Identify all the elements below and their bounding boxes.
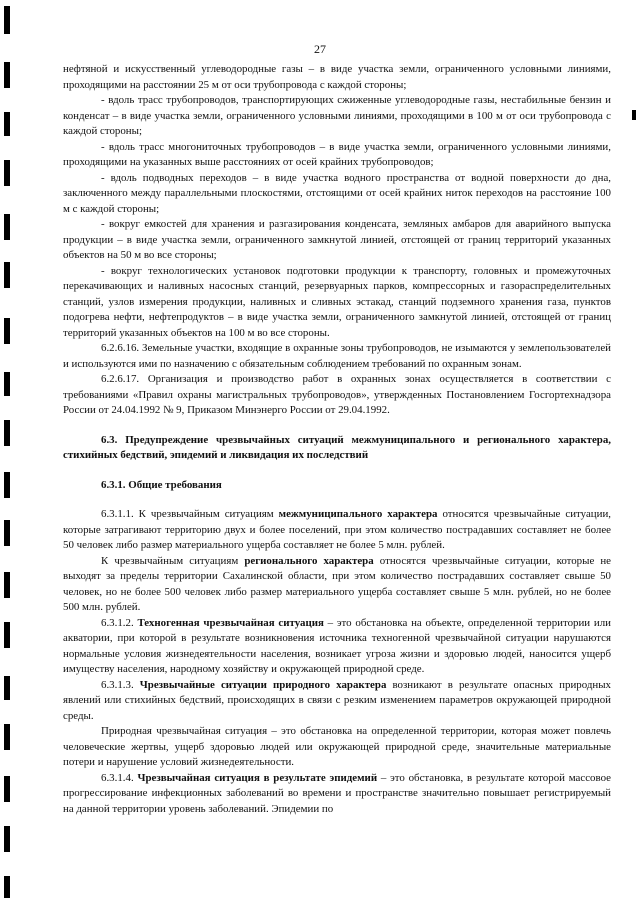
paragraph: 6.3.1.1. К чрезвычайным ситуациям межмуниципального характера относятся чрезвычайные ситуации, которые затрагивают территорию двух и более поселений, при этом количество пострадавших составляет не более 50 человек либо размер материального ущерба составляет не более 5 млн. рублей. — [63, 508, 611, 551]
list-item: - вдоль трасс трубопроводов, транспортирующих сжиженные углеводородные газы, нестабильные бензин и конденсат – в виде участка земли, ограниченного условными линиями, проходящими в 100 м от оси трубопровода с каждой стороны; — [63, 94, 611, 137]
paragraph: 6.2.6.17. Организация и производство работ в охранных зонах осуществляется в соответствии с требованиями «Правил охраны магистральных трубопроводов», утвержденных Постановлением Госгортехнадзора России от 24.04.1992 № 9, Приказом Минэнерго России от 29.04.1992. — [63, 373, 611, 416]
paragraph: 6.3.1.2. Техногенная чрезвычайная ситуация – это обстановка на объекте, определенной территории или акватории, при которой в результате возникновения источника техногенной чрезвычайной ситуации нарушаются нормальные условия жизнедеятельности населения, возникает угроза жизни и здоровью людей, наносится ущерб имуществу населения, народному хозяйству и окружающей природной среде. — [63, 616, 611, 675]
binder-mark-left — [4, 876, 10, 898]
paragraph: К чрезвычайным ситуациям регионального характера относятся чрезвычайные ситуации, которые не выходят за пределы территории Сахалинской области, при этом количество пострадавших составляет свыше 50 человек, но не более 500 человек либо размер материального ущерба составляет свыше 5 млн. рублей, но не более 500 млн. рублей. — [63, 554, 612, 613]
paragraph: Природная чрезвычайная ситуация – это обстановка на определенной территории, которая может повлечь человеческие жертвы, ущерб здоровью людей или окружающей природной среде, значительные материальные потери и нарушение условий жизнедеятельности. — [63, 725, 611, 768]
binder-mark-left — [4, 826, 10, 852]
document-body — [63, 62, 611, 817]
binder-mark-left — [4, 420, 10, 446]
page-number: 27 — [314, 42, 326, 56]
binder-mark-left — [4, 520, 10, 546]
binder-mark-left — [4, 160, 10, 186]
binder-mark-left — [4, 724, 10, 750]
binder-mark-left — [4, 472, 10, 498]
paragraph: нефтяной и искусственный углеводородные газы – в виде участка земли, ограниченного условными линиями, проходящими на расстоянии 25 м от оси трубопровода с каждой стороны; — [63, 63, 611, 91]
binder-mark-left — [4, 318, 10, 344]
binder-mark-left — [4, 776, 10, 802]
binder-mark-left — [4, 214, 10, 240]
binder-mark-left — [4, 372, 10, 396]
binder-mark-left — [4, 676, 10, 700]
paragraph: 6.3.1.4. Чрезвычайная ситуация в результате эпидемий – это обстановка, в результате которой массовое прогрессирование инфекционных заболеваний во времени и пространстве значительно повышает регистрируемый на данной территории уровень заболеваний. Эпидемии по — [63, 771, 611, 815]
list-item: - вдоль подводных переходов – в виде участка водного пространства от водной поверхности до дна, заключенного между параллельными плоскостями, отстоящими от осей крайних ниток переходов на расстояние 100 м с каждой стороны; — [63, 171, 611, 215]
binder-mark-left — [4, 62, 10, 88]
list-item: - вокруг технологических установок подготовки продукции к транспорту, головных и промежуточных перекачивающих и наливных насосных станций, резервуарных парков, компрессорных и газораспределительных станций, узлов измерения продукции, наливных и сливных эстакад, станций подземного хранения газа, пунктов подогрева нефти, нефтепродуктов – в виде участка земли, ограниченного замкнутой линией, отстоящей от границ территорий указанных объектов на 100 м во все стороны. — [63, 264, 611, 339]
binder-mark-left — [4, 6, 10, 34]
binder-mark-left — [4, 572, 10, 598]
binder-mark-right — [632, 110, 636, 120]
paragraph: 6.3.1.3. Чрезвычайные ситуации природного характера возникают в результате опасных природных явлений или стихийных бедствий, происходящих в связи с резким изменением параметров окружающей природной среды. — [63, 678, 611, 722]
binder-mark-left — [4, 112, 10, 136]
list-item: - вдоль трасс многониточных трубопроводов – в виде участка земли, ограниченного условными линиями, проходящими на указанных выше расстояниях от осей крайних трубопроводов; — [63, 140, 611, 168]
paragraph: 6.2.6.16. Земельные участки, входящие в охранные зоны трубопроводов, не изымаются у землепользователей и используются ими по назначению с обязательным соблюдением требований по охранным зонам. — [63, 342, 611, 370]
section-heading: 6.3. Предупреждение чрезвычайных ситуаций межмуниципального и регионального характера, стихийных бедствий, эпидемий и ликвидация их последствий — [63, 433, 611, 461]
subsection-heading: 6.3.1. Общие требования — [101, 478, 222, 491]
list-item: - вокруг емкостей для хранения и разгазирования конденсата, земляных амбаров для аварийного выпуска продукции – в виде участка земли, ограниченного замкнутой линией, отстоящей от границ территорий указанных объектов на 50 м во все стороны; — [63, 218, 611, 261]
binder-mark-left — [4, 262, 10, 288]
binder-mark-left — [4, 622, 10, 648]
